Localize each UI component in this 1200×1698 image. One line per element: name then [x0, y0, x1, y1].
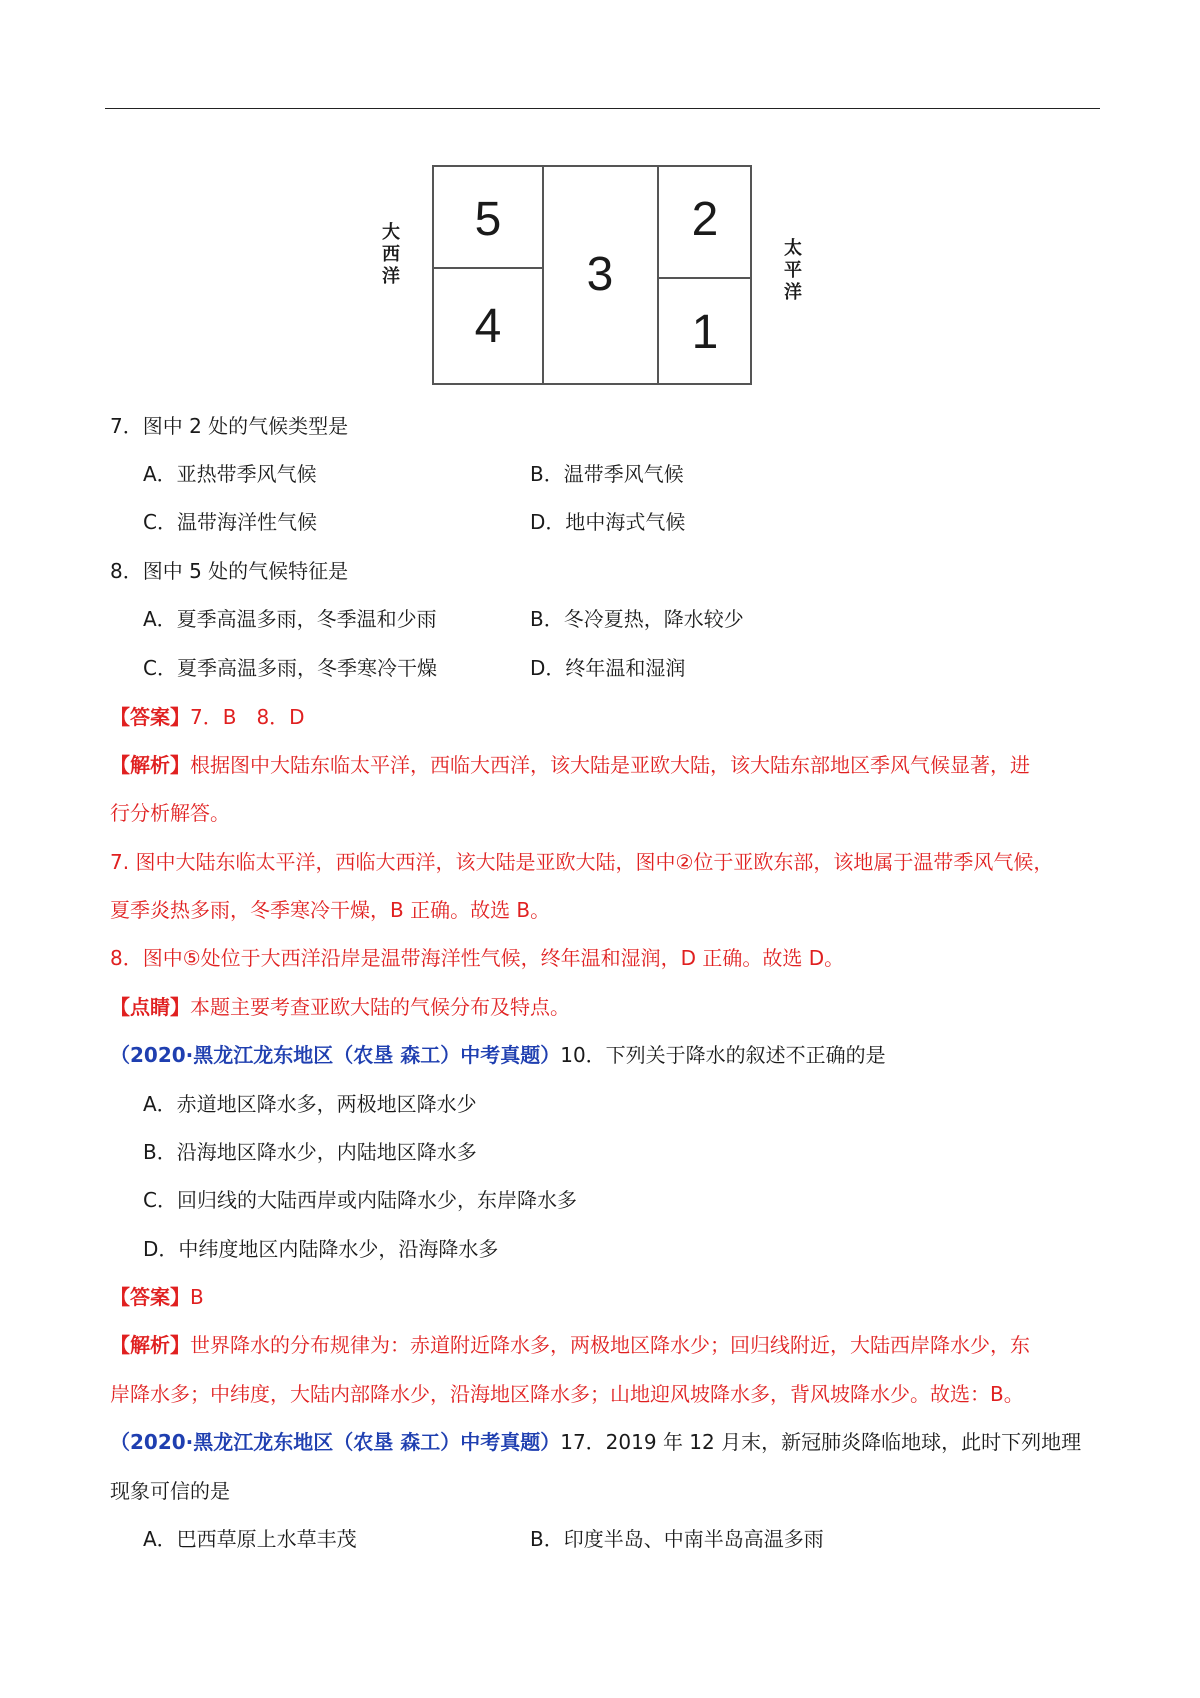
- q8-option-c: C．夏季高温多雨，冬季寒冷干燥: [143, 656, 437, 680]
- q17-stem: 17．2019 年 12 月末，新冠肺炎降临地球，此时下列地理: [560, 1430, 1082, 1454]
- q8-option-a: A．夏季高温多雨，冬季温和少雨: [143, 607, 437, 631]
- q10-option-b: B．沿海地区降水少，内陆地区降水多: [143, 1140, 477, 1164]
- analysis-2-line1: [110, 1331, 1100, 1359]
- q8-option-b: B．冬冷夏热，降水较少: [530, 607, 744, 631]
- answer-1: [110, 703, 305, 731]
- pacific-label-1: 太: [784, 238, 802, 259]
- q10-option-d: D．中纬度地区内陆降水少，沿海降水多: [143, 1237, 499, 1261]
- atlantic-label-2: 西: [382, 244, 400, 265]
- region-5-label: 5: [474, 193, 502, 246]
- q7-option-c: C．温带海洋性气候: [143, 510, 317, 534]
- q7-stem: 7．图中 2 处的气候类型是: [110, 414, 349, 438]
- analysis-2-text: 世界降水的分布规律为：赤道附近降水多，两极地区降水少；回归线附近，大陆西岸降水少，东: [190, 1333, 1030, 1357]
- comment-1-text: 本题主要考查亚欧大陆的气候分布及特点。: [190, 995, 570, 1019]
- q17-option-b: B．印度半岛、中南半岛高温多雨: [530, 1527, 824, 1551]
- q17-stem-line: [110, 1428, 1081, 1456]
- pacific-label-2: 平: [784, 260, 802, 281]
- answer-2-tag: 【答案】: [110, 1285, 190, 1309]
- q7-option-a: A．亚热带季风气候: [143, 462, 317, 486]
- explanation-7-line2: 夏季炎热多雨，冬季寒冷干燥，B 正确。故选 B。: [110, 898, 551, 922]
- q8-option-d: D．终年温和湿润: [530, 656, 686, 680]
- answer-2-text: B: [190, 1285, 204, 1309]
- answer-1-text: 7．B 8．D: [190, 705, 305, 729]
- q8-stem: 8．图中 5 处的气候特征是: [110, 559, 349, 583]
- atlantic-label-1: 大: [382, 222, 400, 243]
- analysis-2-tag: 【解析】: [110, 1333, 190, 1357]
- q17-source: （2020·黑龙江龙东地区（农垦 森工）中考真题）: [110, 1430, 561, 1454]
- header-rule: [105, 108, 1100, 109]
- continent-diagram: [375, 160, 805, 392]
- atlantic-label-3: 洋: [382, 266, 400, 287]
- q10-stem-line: [110, 1041, 886, 1069]
- analysis-2-line2: 岸降水多；中纬度，大陆内部降水少，沿海地区降水多；山地迎风坡降水多，背风坡降水少。故选：B。: [110, 1382, 1024, 1406]
- q10-stem: 10．下列关于降水的叙述不正确的是: [560, 1043, 886, 1067]
- region-4-label: 4: [474, 300, 502, 353]
- q17-stem-line2: 现象可信的是: [110, 1479, 230, 1503]
- comment-1-tag: 【点睛】: [110, 995, 190, 1019]
- analysis-1-tag: 【解析】: [110, 753, 190, 777]
- analysis-1-line1: [110, 751, 1100, 779]
- q17-option-a: A．巴西草原上水草丰茂: [143, 1527, 357, 1551]
- pacific-label-3: 洋: [784, 282, 802, 303]
- comment-1: [110, 993, 570, 1021]
- q7-option-b: B．温带季风气候: [530, 462, 684, 486]
- analysis-1-text: 根据图中大陆东临太平洋，西临大西洋，该大陆是亚欧大陆，该大陆东部地区季风气候显著，进: [190, 753, 1030, 777]
- explanation-7-line1: 7. 图中大陆东临太平洋，西临大西洋，该大陆是亚欧大陆，图中②位于亚欧东部，该地属于温带季风气候，: [110, 850, 1054, 874]
- explanation-8: 8．图中⑤处位于大西洋沿岸是温带海洋性气候，终年温和湿润，D 正确。故选 D。: [110, 946, 845, 970]
- q10-source: （2020·黑龙江龙东地区（农垦 森工）中考真题）: [110, 1043, 561, 1067]
- region-1-label: 1: [691, 306, 719, 359]
- q7-option-d: D．地中海式气候: [530, 510, 686, 534]
- q10-option-a: A．赤道地区降水多，两极地区降水少: [143, 1092, 477, 1116]
- q10-option-c: C．回归线的大陆西岸或内陆降水少，东岸降水多: [143, 1188, 577, 1212]
- analysis-1-line2: 行分析解答。: [110, 801, 230, 825]
- region-3-label: 3: [586, 248, 614, 301]
- region-2-label: 2: [691, 193, 719, 246]
- answer-1-tag: 【答案】: [110, 705, 190, 729]
- answer-2: [110, 1283, 204, 1311]
